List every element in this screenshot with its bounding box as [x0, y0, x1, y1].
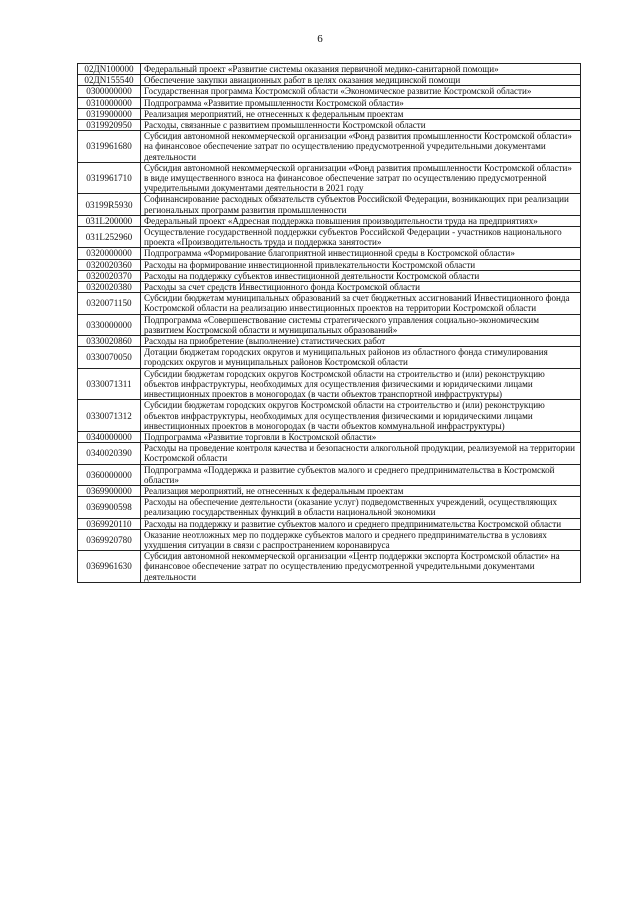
row-code-cell: 0369920110 [78, 518, 141, 529]
page-number: 6 [317, 33, 323, 45]
row-name-cell: Оказание неотложных мер по поддержке субъектов малого и среднего предпринимательства в условиях ухудшения ситуации в связи с распространением коронавируса [141, 529, 581, 550]
table-row [78, 64, 581, 75]
row-code-cell: 0369961630 [78, 551, 141, 583]
table-row [78, 131, 581, 163]
table-row [78, 108, 581, 119]
table-row [78, 314, 581, 335]
row-name-cell: Государственная программа Костромской области «Экономическое развитие Костромской области» [141, 86, 581, 97]
table-row [78, 485, 581, 496]
row-name-cell: Дотации бюджетам городских округов и муниципальных районов из областного фонда стимулирования городских округов и муниципальных районов Костромской области [141, 347, 581, 368]
table-row [78, 443, 581, 464]
table-row [78, 215, 581, 226]
table-row [78, 270, 581, 281]
row-name-cell: Осуществление государственной поддержки субъектов Российской Федерации - участников национального проекта «Производительность труда и поддержка занятости» [141, 227, 581, 248]
budget-classification-table [77, 63, 581, 583]
table-row [78, 120, 581, 131]
row-name-cell: Софинансирование расходных обязательств субъектов Российской Федерации, возникающих при реализации региональных программ развития промышленности [141, 194, 581, 215]
row-name-cell: Субсидии бюджетам городских округов Костромской области на строительство и (или) реконструкцию объектов инфраструктуры, необходимых для осуществления физическими и юридическими лицами инвестиционных проектов в моногородах (в части объектов транспортной инфраструктуры) [141, 368, 581, 400]
table-row [78, 227, 581, 248]
row-name-cell: Расходы на приобретение (выполнение) статистических работ [141, 336, 581, 347]
row-name-cell: Реализация мероприятий, не отнесенных к федеральным проектам [141, 485, 581, 496]
row-code-cell: 0320020370 [78, 270, 141, 281]
row-name-cell: Расходы, связанные с развитием промышленности Костромской области [141, 120, 581, 131]
table-row [78, 551, 581, 583]
row-name-cell: Обеспечение закупки авиационных работ в целях оказания медицинской помощи [141, 75, 581, 86]
row-name-cell: Субсидия автономной некоммерческой организации «Фонд развития промышленности Костромской области» в виде имущественного взноса на финансовое обеспечение затрат по осуществлению предусмотренной учредительными документами деятельности в 2021 году [141, 162, 581, 194]
table-row [78, 282, 581, 293]
row-name-cell: Субсидии бюджетам городских округов Костромской области на строительство и (или) реконструкцию объектов инфраструктуры, необходимых для осуществления физическими и юридическими лицами инвестиционных проектов в моногородах (в части объектов коммунальной инфраструктуры) [141, 400, 581, 432]
table-row [78, 248, 581, 259]
row-name-cell: Федеральный проект «Адресная поддержка повышения производительности труда на предприятиях» [141, 215, 581, 226]
row-name-cell: Расходы на поддержку субъектов инвестиционной деятельности Костромской области [141, 270, 581, 281]
table-row [78, 529, 581, 550]
row-code-cell: 0369920780 [78, 529, 141, 550]
row-code-cell: 0320000000 [78, 248, 141, 259]
table-row [78, 497, 581, 518]
row-name-cell: Субсидии бюджетам муниципальных образований за счет бюджетных ассигнований Инвестиционного фонда Костромской области на реализацию инвестиционных проектов на территории Костромской области [141, 293, 581, 314]
row-code-cell: 031L252960 [78, 227, 141, 248]
row-name-cell: Расходы на формирование инвестиционной привлекательности Костромской области [141, 259, 581, 270]
row-code-cell: 02ДN100000 [78, 64, 141, 75]
row-code-cell: 0340000000 [78, 431, 141, 442]
row-name-cell: Расходы на проведение контроля качества и безопасности алкогольной продукции, реализуемой на территории Костромской области [141, 443, 581, 464]
row-name-cell: Федеральный проект «Развитие системы оказания первичной медико-санитарной помощи» [141, 64, 581, 75]
row-name-cell: Подпрограмма «Поддержка и развитие субъектов малого и среднего предпринимательства в Костромской области» [141, 464, 581, 485]
row-code-cell: 0320020360 [78, 259, 141, 270]
table-row [78, 400, 581, 432]
row-name-cell: Подпрограмма «Совершенствование системы стратегического управления социально-экономическим развитием Костромской области и муниципальных образований» [141, 314, 581, 335]
table-row [78, 162, 581, 194]
row-code-cell: 0330000000 [78, 314, 141, 335]
row-code-cell: 0300000000 [78, 86, 141, 97]
table-row [78, 75, 581, 86]
row-name-cell: Расходы на обеспечение деятельности (оказание услуг) подведомственных учреждений, осуществляющих реализацию государственных функций в области национальной экономики [141, 497, 581, 518]
row-code-cell: 0319900000 [78, 108, 141, 119]
row-name-cell: Расходы на поддержку и развитие субъектов малого и среднего предпринимательства Костромской области [141, 518, 581, 529]
row-code-cell: 02ДN155540 [78, 75, 141, 86]
row-code-cell: 0330020860 [78, 336, 141, 347]
row-code-cell: 0320071150 [78, 293, 141, 314]
row-name-cell: Подпрограмма «Формирование благоприятной инвестиционной среды в Костромской области» [141, 248, 581, 259]
row-code-cell: 031L200000 [78, 215, 141, 226]
table-row [78, 336, 581, 347]
row-code-cell: 0320020380 [78, 282, 141, 293]
row-code-cell: 0330071311 [78, 368, 141, 400]
row-code-cell: 0340020390 [78, 443, 141, 464]
row-code-cell: 0319961680 [78, 131, 141, 163]
row-name-cell: Подпрограмма «Развитие торговли в Костромской области» [141, 431, 581, 442]
row-name-cell: Субсидия автономной некоммерческой организации «Фонд развития промышленности Костромской области» на финансовое обеспечение затрат по осуществлению предусмотренной учредительными документами деятельности [141, 131, 581, 163]
table-row [78, 464, 581, 485]
table-row [78, 518, 581, 529]
table-row [78, 259, 581, 270]
row-code-cell: 0360000000 [78, 464, 141, 485]
row-name-cell: Реализация мероприятий, не отнесенных к федеральным проектам [141, 108, 581, 119]
table-row [78, 347, 581, 368]
row-name-cell: Подпрограмма «Развитие промышленности Костромской области» [141, 97, 581, 108]
row-code-cell: 0330070050 [78, 347, 141, 368]
row-code-cell: 03199R5930 [78, 194, 141, 215]
table-row [78, 97, 581, 108]
row-name-cell: Субсидия автономной некоммерческой организации «Центр поддержки экспорта Костромской области» на финансовое обеспечение затрат по осуществлению предусмотренной учредительными документами деятельности [141, 551, 581, 583]
row-code-cell: 0319961710 [78, 162, 141, 194]
row-code-cell: 0310000000 [78, 97, 141, 108]
row-code-cell: 0330071312 [78, 400, 141, 432]
row-code-cell: 0319920950 [78, 120, 141, 131]
table-row [78, 368, 581, 400]
table-body [78, 64, 581, 583]
table-row [78, 194, 581, 215]
table-row [78, 86, 581, 97]
table-row [78, 431, 581, 442]
table-row [78, 293, 581, 314]
row-code-cell: 0369900000 [78, 485, 141, 496]
row-name-cell: Расходы за счет средств Инвестиционного фонда Костромской области [141, 282, 581, 293]
row-code-cell: 0369900598 [78, 497, 141, 518]
